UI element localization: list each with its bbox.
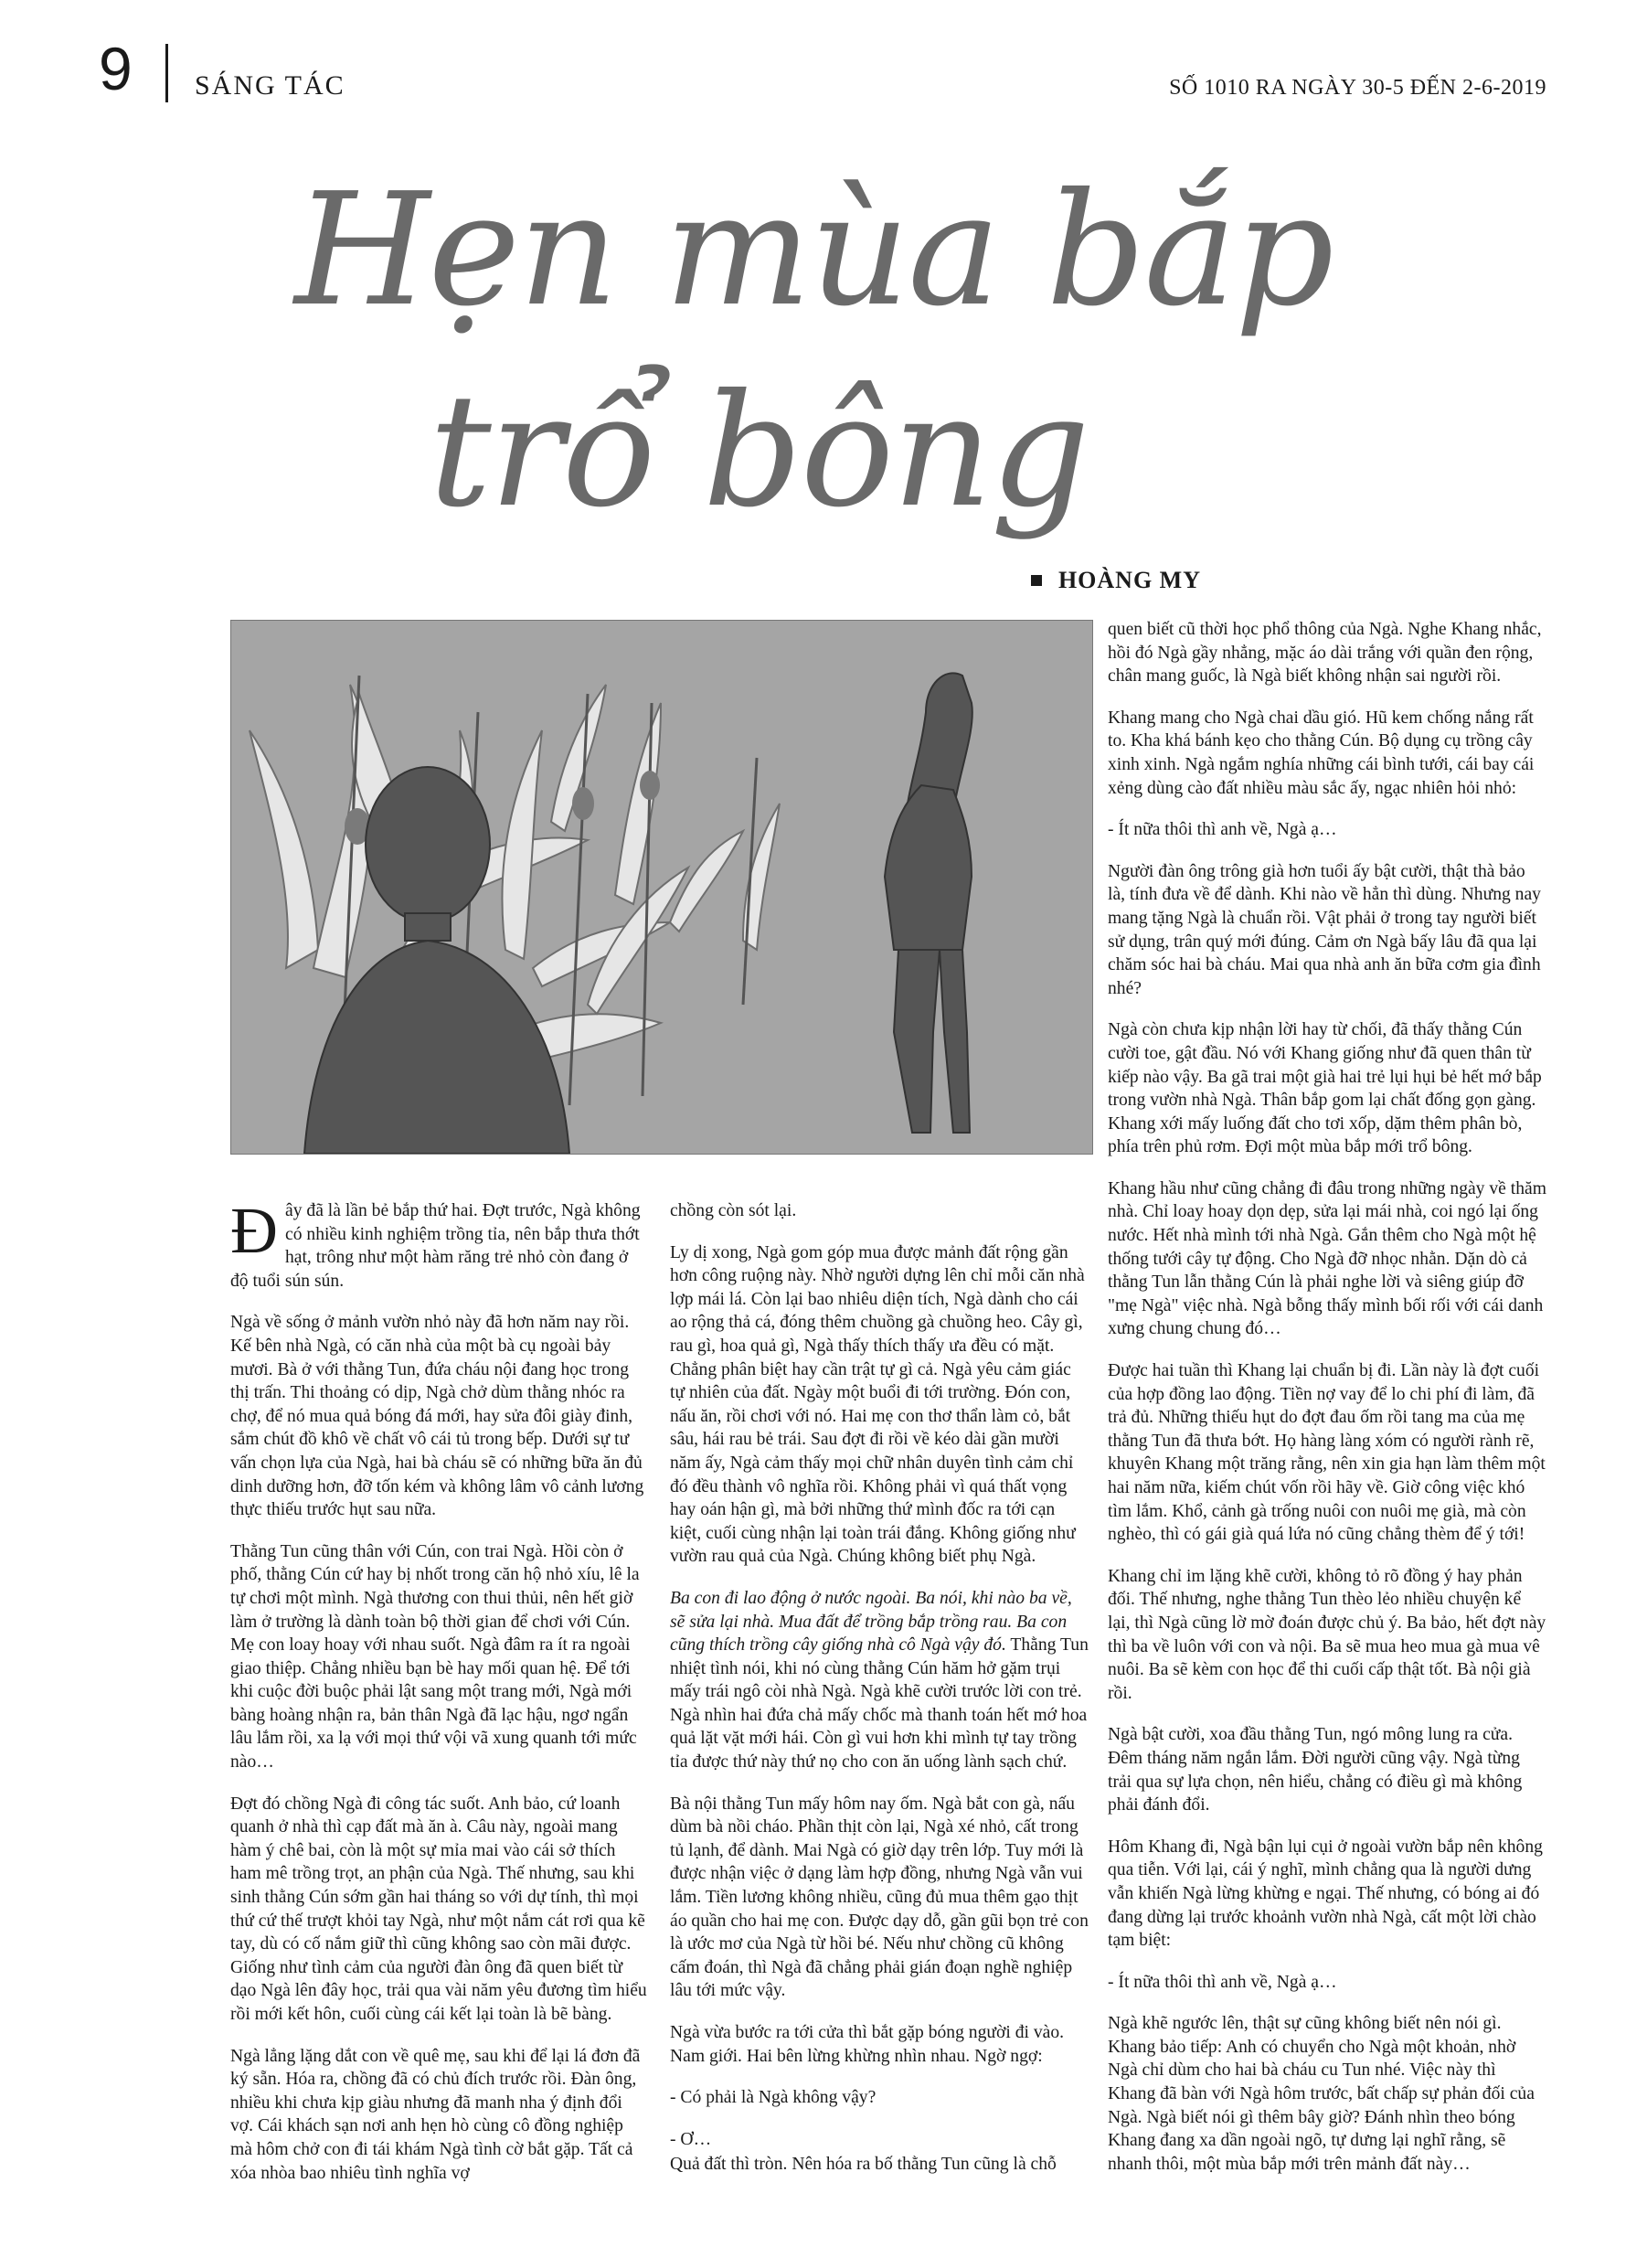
paragraph: Khang hầu như cũng chẳng đi đâu trong những ngày về thăm nhà. Chỉ loay hoay dọn dẹp, sửa lại mái nhà, coi ngó lại ống nước. Hết nhà mình tới nhà Ngà. Gắn thêm cho Ngà một hệ thống tưới cây tự động. Cho Ngà đỡ nhọc nhằn. Dặn dò cả thằng Tun lẫn thằng Cún là phải nghe lời và siêng giúp đỡ "mẹ Ngà" việc nhà. Ngà bỗng thấy mình bối rối với cái danh xưng chung chung đó… (1108, 1178, 1546, 1339)
header-divider (165, 44, 168, 102)
paragraph: Ngà về sống ở mảnh vườn nhỏ này đã hơn năm nay rồi. Kế bên nhà Ngà, có căn nhà của một bà cụ ngoài bảy mươi. Bà ở với thằng Tun, đứa cháu nội đang học trong thị trấn. Thi thoảng có dịp, Ngà chở dùm thằng nhóc ra chợ, để nó mua quả bóng đá mới, hay sửa đôi giày đinh, sắm chút đồ khô về chất vô cái tủ trong bếp. Dưới sự tư vấn chọn lựa của Ngà, hai bà cháu sẽ có những bữa ăn đủ dinh dưỡng hơn, đỡ tốn kém và không lâm vô cảnh lương thực thiếu trước hụt sau nữa. (230, 1313, 644, 1520)
article-column-2 (670, 1199, 1089, 2195)
article-column-3 (1108, 618, 1546, 2194)
issue-info: SỐ 1010 RA NGÀY 30-5 ĐẾN 2-6-2019 (1169, 76, 1546, 100)
paragraph: Quả đất thì tròn. Nên hóa ra bố thằng Tun cũng là chỗ (670, 2155, 1057, 2175)
paragraph: Khang mang cho Ngà chai dầu gió. Hũ kem chống nắng rất to. Kha khá bánh kẹo cho thằng Cún. Bộ dụng cụ trồng cây xinh xinh. Ngà ngắm nghía những cái bình tưới, cái bay cái xẻng dùng cào đất nhiều màu sắc ấy, ngạc nhiên hỏi nhỏ: (1108, 708, 1535, 798)
italic-quote: Ba con đi lao động ở nước ngoài. Ba nói, khi nào ba về, sẽ sửa lại nhà. Mua đất để trồng bắp trồng rau. Ba con cũng thích trồng cây giống nhà cô Ngà vậy đó. (670, 1588, 1072, 1656)
paragraph: Thằng Tun cũng thân với Cún, con trai Ngà. Hồi còn ở phố, thằng Cún cứ hay bị nhốt trong căn hộ nhỏ xíu, lê la tự chơi một mình. Ngà thương con thui thủi, nên hết giờ làm ở trường là dành toàn bộ thời gian để chơi với Cún. Mẹ con loay hoay với nhau suốt. Ngà đâm ra ít ra ngoài giao thiệp. Chẳng nhiều bạn bè hay mối quan hệ. Để tới khi cuộc đời buộc phải lật sang một trang mới, Ngà mới bàng hoàng nhận ra, bản thân Ngà đã lạc hậu, ngơ ngẩn lâu lắm rồi, xa lạ với mọi thứ vội vã xung quanh tới mức nào… (230, 1541, 640, 1773)
dialogue-line: - Ít nữa thôi thì anh về, Ngà ạ… (1108, 820, 1337, 840)
author-byline (1031, 567, 1201, 594)
paragraph: Người đàn ông trông già hơn tuổi ấy bật cười, thật thà bảo là, tính đưa về để dành. Khi nào về hẳn thì dùng. Nhưng nay mang tặng Ngà là chuẩn rồi. Vật phải ở trong tay người biết sử dụng, trân quý mới đúng. Cảm ơn Ngà bấy lâu đã qua lại chăm sóc hai bà cháu. Mai qua nhà anh ăn bữa cơm gia đình nhé? (1108, 861, 1541, 998)
paragraph: Bà nội thằng Tun mấy hôm nay ốm. Ngà bắt con gà, nấu dùm bà nồi cháo. Phần thịt còn lại, Ngà xé nhỏ, cất trong tủ lạnh, để dành. Mai Ngà có giờ dạy trên lớp. Tuy mới là được nhận việc ở dạng làm hợp đồng, nhưng Ngà vẫn vui lắm. Tiền lương không nhiều, cũng đủ mua thêm gạo thịt áo quần cho hai mẹ con. Được dạy dỗ, gần gũi bọn trẻ con là ước mơ của Ngà từ hồi bé. Nếu như chồng cũ không cấm đoán, thì Ngà đã chẳng phải gián đoạn nghề nghiệp lâu tới mức vậy. (670, 1794, 1089, 2001)
paragraph: Ly dị xong, Ngà gom góp mua được mảnh đất rộng gần hơn công ruộng này. Nhờ người dựng lên chỉ mỗi căn nhà lợp mái lá. Còn lại bao nhiêu diện tích, Ngà dành cho cái ao rộng thả cá, đóng thêm chuồng gà chuồng heo. Cây gì, rau gì, hoa quả gì, Ngà thấy thích thấy ưa đều có mặt. Chẳng phân biệt hay cần trật tự gì cả. Ngà yêu cảm giác tự nhiên của đất. Ngày một buổi đi tới trường. Đón con, nấu ăn, rồi chơi với nó. Hai mẹ con thơ thẩn làm cỏ, bắt sâu, hái rau bẻ trái. Sau đợt đi rồi về kéo dài gần mười năm ấy, Ngà cảm thấy mọi chữ nhân duyên tình cảm chỉ đó đều thành vô nghĩa rồi. Không phải vì quá thất vọng hay oán hận gì, mà bởi những thứ mình đốc ra tới cạn kiệt, cuối cùng nhận lại toàn trái đắng. Không giống như vườn rau quả của Ngà. Chúng không biết phụ Ngà. (670, 1242, 1085, 1567)
dialogue-line-farewell: - Ít nữa thôi thì anh về, Ngà ạ… (1108, 1972, 1337, 1992)
dialogue-line: - Có phải là Ngà không vậy? (670, 2088, 877, 2108)
illustration (230, 620, 1093, 1155)
paragraph: Ngà còn chưa kịp nhận lời hay từ chối, đã thấy thằng Cún cười toe, gật đầu. Nó với Khang giống như đã quen thân từ kiếp nào vậy. Ba gã trai một già hai trẻ lụi hụi bẻ hết mớ bắp trong vườn nhà Ngà. Thân bắp gom lại chất đống gọn gàng. Khang xới mấy luống đất cho tơi xốp, dặm thêm phân bò, phía trên phủ rơm. Đợi một mùa bắp mới trổ bông. (1108, 1020, 1542, 1157)
paragraph: Ngà bật cười, xoa đầu thằng Tun, ngó mông lung ra cửa. Đêm tháng năm ngắn lắm. Đời người cũng vậy. Ngà từng trải qua sự lựa chọn, nên hiểu, chẳng có điều gì mà không phải đánh đổi. (1108, 1725, 1523, 1815)
paragraph: Ngà lẳng lặng dắt con về quê mẹ, sau khi để lại lá đơn đã ký sẵn. Hóa ra, chồng đã có chủ đích trước rồi. Đàn ông, nhiều khi chưa kịp giàu nhưng đã manh nha ý định đổi vợ. Cái khách sạn nơi anh hẹn hò cùng cô đồng nghiệp mà hôm chở con đi tái khám Ngà tình cờ bắt gặp. Tất cả xóa nhòa bao nhiêu tình nghĩa vợ (230, 2046, 641, 2183)
paragraph: Ngà vừa bước ra tới cửa thì bắt gặp bóng người đi vào. Nam giới. Hai bên lừng khừng nhìn nhau. Ngờ ngợ: (670, 2023, 1065, 2066)
paragraph-text: Thằng Tun nhiệt tình nói, khi nó cùng thằng Cún hăm hở gặm trụi mấy trái ngô còi nhà Ngà. Ngà khẽ cười trước lời con trẻ. Ngà nhìn hai đứa chả mấy chốc mà thanh toán hết mớ hoa quả lặt vặt mới hái. Còn gì vui hơn khi mình tự tay trồng tỉa được thứ này thứ nọ cho con ăn uống lành sạch chứ. (670, 1635, 1089, 1773)
paragraph: Hôm Khang đi, Ngà bận lụi cụi ở ngoài vườn bắp nên không qua tiễn. Với lại, cái ý nghĩ, mình chẳng qua là người dưng vẫn khiến Ngà lừng khừng e ngại. Thế nhưng, có bóng ai đó đang dừng lại trước khoảnh vườn nhà Ngà, cất một lời chào tạm biệt: (1108, 1837, 1543, 1951)
paragraph: chồng còn sót lại. (670, 1201, 797, 1220)
article-title-line1: Hẹn mùa bắp (294, 160, 1333, 341)
article-title-line2: trổ bông (429, 361, 1089, 542)
author-name: HOÀNG MY (1057, 567, 1201, 593)
paragraph: Khang chỉ im lặng khẽ cười, không tỏ rõ đồng ý hay phản đối. Thế nhưng, nghe thằng Tun thèo lẻo nhiều chuyện kể lại, thì Ngà cũng lờ mờ đoán được chủ ý. Ba bảo, hết đợt này thì ba về luôn với con và nội. Ba sẽ mua heo mua gà mua vê nuôi. Ba sẽ kèm con học để thi cuối cấp thật tốt. Bà nội già rồi. (1108, 1566, 1546, 1703)
paragraph: quen biết cũ thời học phổ thông của Ngà. Nghe Khang nhắc, hồi đó Ngà gầy nhẳng, mặc áo dài trắng với quần đen rộng, chân mang guốc, là Ngà biết không nhận sai người rồi. (1108, 620, 1542, 687)
paragraph: Được hai tuần thì Khang lại chuẩn bị đi. Lần này là đợt cuối của hợp đồng lao động. Tiền nợ vay để lo chi phí đi làm, đã trả đủ. Những thiếu hụt do đợt đau ốm rồi tang ma của mẹ thằng Tun đã thưa bớt. Họ hàng làng xóm có người rành rẽ, khuyên Khang một trăng rằng, nên xin gia hạn làm thêm một hai năm nữa, kiếm chút vốn rồi hãy về. Giờ công việc khó tìm lắm. Khổ, cảnh gà trống nuôi con nuôi mẹ già, mà còn nghèo, thì có gái già quá lứa nó cũng chẳng thèm để ý tới! (1108, 1361, 1546, 1545)
paragraph: Đợt đó chồng Ngà đi công tác suốt. Anh bảo, cứ loanh quanh ở nhà thì cạp đất mà ăn à. Câu này, ngoài mang hàm ý chê bai, còn là một sự mỉa mai vào cái sở thích ham mê trồng trọt, an phận của Ngà. Thế nhưng, sau khi sinh thằng Cún sớm gần hai tháng so với dự tính, thì mọi thứ cứ thế trượt khỏi tay Ngà, như một nắm cát rơi qua kẽ tay, dù có cố nắm giữ thì cũng không sao còn mãi được. Giống như tình cảm của người đàn ông đã quen biết từ dạo Ngà lên đây học, trải qua vài năm yêu đương tìm hiểu rồi mới kết hôn, cuối cùng cái kết lại toàn là bẽ bàng. (230, 1794, 647, 2024)
paragraph: Ngà khẽ ngước lên, thật sự cũng không biết nên nói gì. Khang bảo tiếp: Anh có chuyển cho Ngà một khoản, nhờ Ngà chỉ dùm cho hai bà cháu cu Tun nhé. Việc này thì Khang đã bàn với Ngà hôm trước, bất chấp sự phản đối của Ngà. Ngà biết nói gì thêm bây giờ? Đánh nhìn theo bóng Khang đang xa dần ngoài ngõ, tự dưng lại nghĩ rằng, sẽ nhanh thôi, một mùa bắp mới trên mảnh đất này… (1108, 2014, 1535, 2174)
paragraph (230, 1194, 649, 1293)
page-number: 9 (99, 35, 133, 102)
paragraph-text: ây đã là lần bẻ bắp thứ hai. Đợt trước, Ngà không có nhiều kinh nghiệm trồng tỉa, nên bắp thưa thớt hạt, trông như một hàm răng trẻ nhỏ còn đang ở độ tuổi sún sún. (230, 1201, 641, 1291)
drop-cap: Đ (230, 1194, 278, 1267)
section-name: SÁNG TÁC (195, 70, 345, 101)
corn-field-illustration (231, 621, 1092, 1154)
paragraph (670, 1587, 1089, 1774)
article-column-1 (230, 1194, 649, 2203)
byline-square-icon (1031, 575, 1042, 586)
dialogue-line: - Ơ… (670, 2129, 712, 2149)
